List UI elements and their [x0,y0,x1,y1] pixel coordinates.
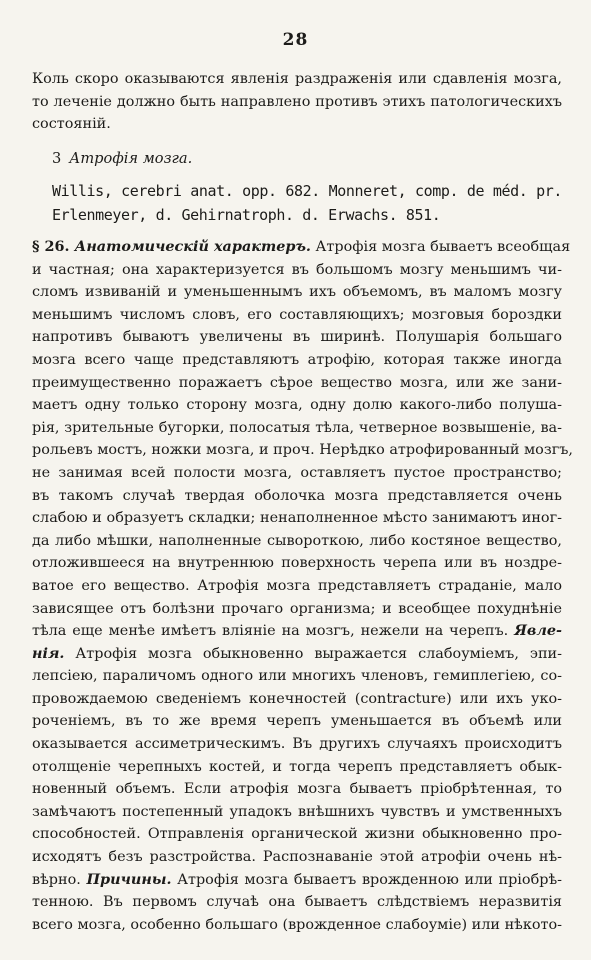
text-run: исходятъ безъ разстройства. Распознаваніе этой атрофіи очень нѣ- [32,849,562,866]
text-run: не занимая всей полости мозга, оставляетъ пустое пространство; [32,464,562,481]
text-line [32,507,562,530]
text-line [32,530,562,553]
text-run: вѣрно. [32,871,87,888]
text-line: состояній. [32,116,111,133]
section-number: 3 [52,150,62,167]
text-run: способностей. Отправленія органической жизни обыкновенно про- [32,826,562,843]
text-line [32,394,562,417]
text-run: тѣла еще менѣе имѣетъ вліяніе на мозгъ, нежели на черепъ. [32,623,515,640]
section-mark: § 26. [32,238,75,255]
text-run: Атрофія мозга бываетъ врожденною или пріобрѣ- [171,871,562,888]
text-line [32,462,562,485]
text-line [32,778,562,801]
text-run: провождаемою сведеніемъ конечностей (contracture) или ихъ уко- [32,690,562,707]
text-run: замѣчаютъ постепенный упадокъ внѣшнихъ чувствъ и умственныхъ [32,803,562,820]
text-run: меньшимъ числомъ словъ, его составляющихъ; мозговыя бороздки [32,306,562,323]
text-run: Атрофія мозга обыкновенно выражается слабоуміемъ, эпи- [64,645,562,662]
text-run: въ такомъ случаѣ твердая оболочка мозга представляется очень [32,487,562,504]
text-run: напротивъ бываютъ увеличены въ ширинѣ. Полушарія большаго [32,329,562,346]
section-title: Атрофія мозга. [69,150,193,167]
italic-term: Явле- [514,622,562,640]
text-line [32,733,562,756]
page-number: 28 [282,30,309,50]
text-line [32,643,562,666]
text-line [32,801,562,824]
text-run: отолщеніе черепныхъ костей, и тогда черепъ представляетъ обык- [32,758,562,775]
text-line [32,598,562,621]
reference-line: Erlenmeyer, d. Gehirnatroph. d. Erwachs. 851. [52,205,441,224]
text-run: оказывается ассиметрическимъ. Въ другихъ случаяхъ происходитъ [32,736,562,753]
text-line [32,259,562,282]
text-line [32,869,562,892]
text-line [32,552,562,575]
text-line [32,846,562,869]
text-line [32,485,562,508]
text-run: всего мозга, особенно большаго (врожденное слабоуміе) или нѣкото- [32,916,562,933]
text-line [32,236,571,259]
text-line: Коль скоро оказываются явленія раздраженія или сдавленія мозга, [32,71,562,87]
text-line [32,688,562,711]
text-line [32,372,562,395]
text-run: роченіемъ, въ то же время черепъ уменьшается въ объемѣ или [32,713,562,730]
text-line [32,891,562,914]
intro-paragraph [32,68,562,136]
text-run: сломъ извиваній и уменьшеннымъ ихъ объемомъ, въ маломъ мозгу [32,284,562,301]
section-heading [52,150,192,167]
references [52,180,562,227]
text-run: мозга всего чаще представляютъ атрофію, которая также иногда [32,351,562,368]
text-line [32,281,562,304]
text-run: ватое его вещество. Атрофія мозга представляетъ страданіе, мало [32,577,562,594]
text-line: то леченіе должно быть направлено противъ этихъ патологическихъ [32,93,562,110]
italic-term: Причины. [86,870,172,888]
text-run: лепсіею, параличомъ одного или многихъ членовъ, гемиплегіею, со- [32,668,562,685]
text-line [32,575,562,598]
text-line [32,349,562,372]
text-line [32,439,573,462]
text-run: да либо мѣшки, наполненные сывороткою, либо костяное вещество, [32,532,562,549]
text-run: и частная; она характеризуется въ большомъ мозгу меньшимъ чи- [32,261,562,278]
main-paragraph [32,236,573,936]
italic-term: Анатомическій характеръ. [74,238,311,255]
text-run: слабою и образуетъ складки; ненаполненное мѣсто занимаютъ иног- [32,510,562,527]
text-run: тенною. Въ первомъ случаѣ она бываетъ слѣдствіемъ неразвитія [32,894,562,911]
text-line [32,914,562,937]
text-line [32,326,562,349]
text-run: преимущественно поражаетъ сѣрое вещество мозга, или же зани- [32,374,562,391]
reference-line: Willis, cerebri anat. opp. 682. Monneret, comp. de méd. pr. [52,182,562,200]
text-run: маетъ одну только сторону мозга, одну долю какого-либо полуша- [32,397,562,414]
text-line [32,304,562,327]
text-run: новенный объемъ. Если атрофія мозга бываетъ пріобрѣтенная, то [32,781,562,798]
italic-term: нія. [32,644,65,662]
text-line [32,710,562,733]
text-line [32,417,562,440]
text-line [32,823,562,846]
text-run: зависящее отъ болѣзни прочаго организма; и всеобщее похуднѣніе [32,600,562,617]
text-line [32,665,562,688]
text-line [32,620,562,643]
text-run: Атрофія мозга бываетъ всеобщая [310,239,571,255]
text-run: рія, зрительные бугорки, полосатыя тѣла, четверное возвышеніе, ва- [32,419,562,436]
text-run: рольевъ мостъ, ножки мозга, и проч. Нерѣдко атрофированный мозгъ, [32,442,573,459]
text-line [32,756,562,779]
text-run: отложившееся на внутреннюю поверхность черепа или въ ноздре- [32,555,562,572]
